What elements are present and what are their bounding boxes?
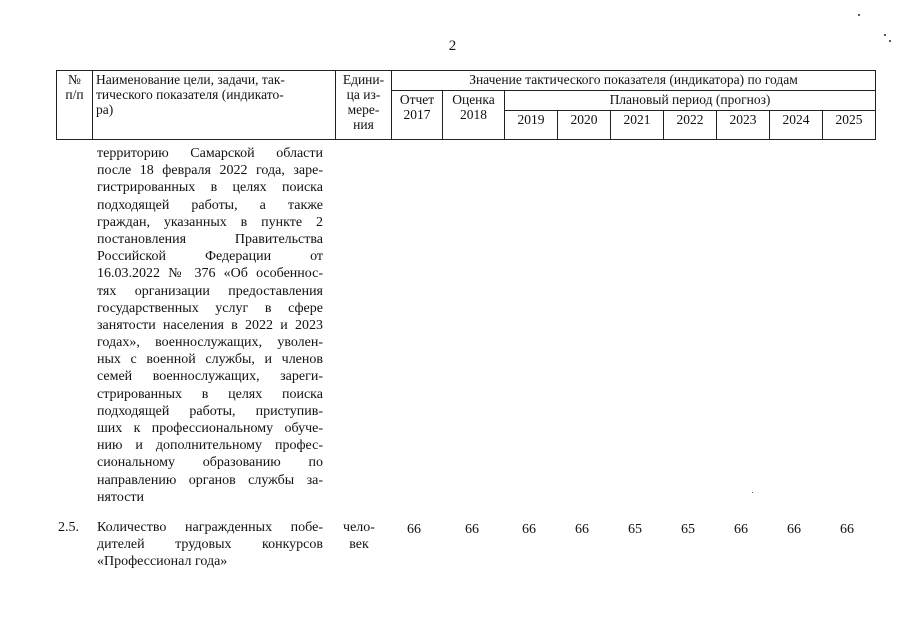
text-line: дителей трудовых конкурсов	[97, 537, 323, 552]
value-2021: 65	[628, 522, 642, 537]
value-2019: 66	[522, 522, 536, 537]
unit-line: век	[349, 537, 369, 552]
text-line: 16.03.2022 № 376 «Об особеннос-	[97, 266, 323, 282]
header-unit-line: мере-	[347, 102, 380, 117]
text-line: после 18 февраля 2022 года, заре-	[97, 163, 323, 179]
text-line: Количество награжденных побе-	[97, 520, 323, 535]
text-line: подходящей работы, приступив-	[97, 403, 323, 419]
page-number: 2	[448, 38, 457, 54]
header-unit	[336, 71, 392, 140]
header-number-line: №	[68, 72, 81, 87]
value-2018: 66	[465, 522, 479, 537]
header-year-2023: 2023	[717, 111, 770, 140]
value-2022: 65	[681, 522, 695, 537]
header-estimate	[443, 91, 505, 140]
text-line: годах», военнослужащих, уволен-	[97, 335, 323, 351]
text-line: занятости населения в 2022 и 2023	[97, 317, 323, 333]
header-year-2020: 2020	[558, 111, 611, 140]
text-line: ных с военной службы, и членов	[97, 352, 323, 368]
header-estimate-label: Оценка	[452, 92, 495, 107]
row-unit	[334, 519, 384, 553]
value-2017: 66	[407, 522, 421, 537]
unit-line: чело-	[343, 520, 375, 535]
header-year-2025: 2025	[823, 111, 876, 140]
text-line: подходящей работы, а также	[97, 197, 323, 213]
text-line: тях организации предоставления	[97, 283, 323, 299]
text-line: ших к профессиональному обуче-	[97, 421, 323, 436]
text-line: «Профессионал года»	[97, 554, 228, 569]
text-line: нию и дополнительному профес-	[97, 438, 323, 454]
header-year-2019: 2019	[505, 111, 558, 140]
scan-speck	[752, 492, 753, 493]
indicator-name-continuation	[97, 145, 323, 506]
scan-speck	[858, 14, 860, 16]
scan-speck	[884, 34, 886, 36]
text-line: постановления Правительства	[97, 231, 323, 247]
text-line: территорию Самарской области	[97, 146, 323, 161]
text-line: стрированных в целях поиска	[97, 386, 323, 402]
row-indicator-name	[97, 519, 323, 570]
value-2024: 66	[787, 522, 801, 537]
text-line: нятости	[97, 489, 145, 505]
value-2023: 66	[734, 522, 748, 537]
text-line: семей военнослужащих, зареги-	[97, 369, 323, 385]
header-year-2021: 2021	[611, 111, 664, 140]
text-line: гистрированных в целях поиска	[97, 180, 323, 196]
header-name-line: тического показателя (индикато-	[96, 87, 284, 102]
scan-speck	[889, 40, 891, 42]
text-line: граждан, указанных в пункте 2	[97, 214, 323, 230]
header-report-label: Отчет	[399, 92, 435, 107]
header-unit-line: Едини-	[342, 72, 385, 87]
header-plan-title: Плановый период (прогноз)	[505, 91, 876, 111]
text-line: Российской Федерации от	[97, 249, 323, 265]
header-estimate-year: 2018	[460, 107, 487, 122]
header-values-title: Значение тактического показателя (индикатора) по годам	[392, 71, 876, 91]
text-line: сиональному образованию по	[97, 455, 323, 471]
row-number: 2.5.	[58, 520, 79, 535]
header-report	[392, 91, 443, 140]
indicator-table-header	[56, 70, 876, 140]
header-name-line: Наименование цели, задачи, так-	[96, 72, 285, 87]
header-name	[93, 71, 336, 140]
header-number	[57, 71, 93, 140]
value-2025: 66	[840, 522, 854, 537]
header-unit-line: ния	[353, 117, 374, 132]
header-report-year: 2017	[403, 107, 431, 122]
value-2020: 66	[575, 522, 589, 537]
text-line: направлению органов службы за-	[97, 472, 323, 488]
header-year-2022: 2022	[664, 111, 717, 140]
header-unit-line: ца из-	[346, 87, 381, 102]
header-number-line: п/п	[65, 87, 84, 102]
header-year-2024: 2024	[770, 111, 823, 140]
text-line: государственных услуг в сфере	[97, 300, 323, 316]
header-name-line: ра)	[96, 102, 114, 117]
